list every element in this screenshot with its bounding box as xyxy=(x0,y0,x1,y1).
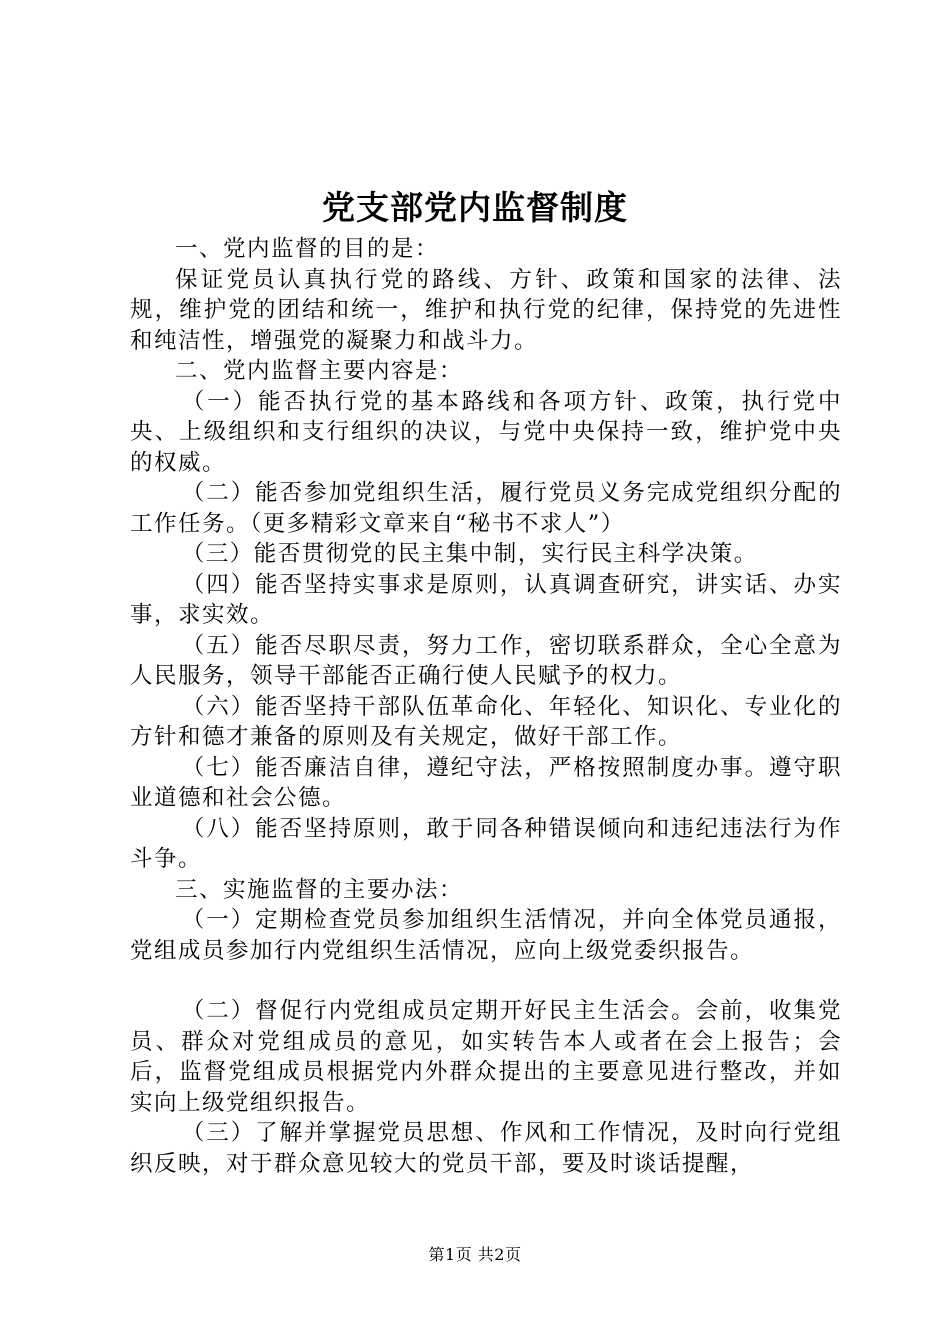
content-item-5: （五）能否尽职尽责，努力工作，密切联系群众，全心全意为人民服务，领导干部能否正确行使人民赋予的权力。 xyxy=(130,632,842,689)
method-item-3: （三）了解并掌握党员思想、作风和工作情况，及时向行党组织反映，对于群众意见较大的党员干部，要及时谈话提醒， xyxy=(130,1120,842,1177)
content-item-1: （一）能否执行党的基本路线和各项方针、政策，执行党中央、上级组织和支行组织的决议，与党中央保持一致，维护党中央的权威。 xyxy=(130,388,842,476)
paragraph-purpose: 保证党员认真执行党的路线、方针、政策和国家的法律、法规，维护党的团结和统一，维护和执行党的纪律，保持党的先进性和纯洁性，增强党的凝聚力和战斗力。 xyxy=(130,266,842,354)
section-heading-1: 一、党内监督的目的是： xyxy=(175,236,440,262)
content-item-6: （六）能否坚持干部队伍革命化、年轻化、知识化、专业化的方针和德才兼备的原则及有关规定，做好干部工作。 xyxy=(130,693,842,750)
content-item-3: （三）能否贯彻党的民主集中制，实行民主科学决策。 xyxy=(181,541,758,567)
page-number-footer: 第1页 共2页 xyxy=(428,1245,522,1264)
content-item-8: （八）能否坚持原则，敢于同各种错误倾向和违纪违法行为作斗争。 xyxy=(130,815,842,872)
method-item-1: （一）定期检查党员参加组织生活情况，并向全体党员通报，党组成员参加行内党组织生活情况，应向上级党委织报告。 xyxy=(130,907,842,964)
document-title: 党支部党内监督制度 xyxy=(322,188,628,227)
section-heading-2: 二、党内监督主要内容是： xyxy=(175,358,464,384)
content-item-2: （二）能否参加党组织生活，履行党员义务完成党组织分配的工作任务。（更多精彩文章来自“秘书不求人”） xyxy=(130,480,842,537)
method-item-2: （二）督促行内党组成员定期开好民主生活会。会前，收集党员、群众对党组成员的意见，如实转告本人或者在会上报告；会后，监督党组成员根据党内外群众提出的主要意见进行整改，并如实向上级党组织报告。 xyxy=(130,998,842,1116)
content-item-7: （七）能否廉洁自律，遵纪守法，严格按照制度办事。遵守职业道德和社会公德。 xyxy=(130,754,842,811)
section-heading-3: 三、实施监督的主要办法： xyxy=(175,876,464,903)
content-item-4: （四）能否坚持实事求是原则，认真调查研究，讲实话、办实事，求实效。 xyxy=(130,571,842,628)
document-body xyxy=(130,234,842,1179)
